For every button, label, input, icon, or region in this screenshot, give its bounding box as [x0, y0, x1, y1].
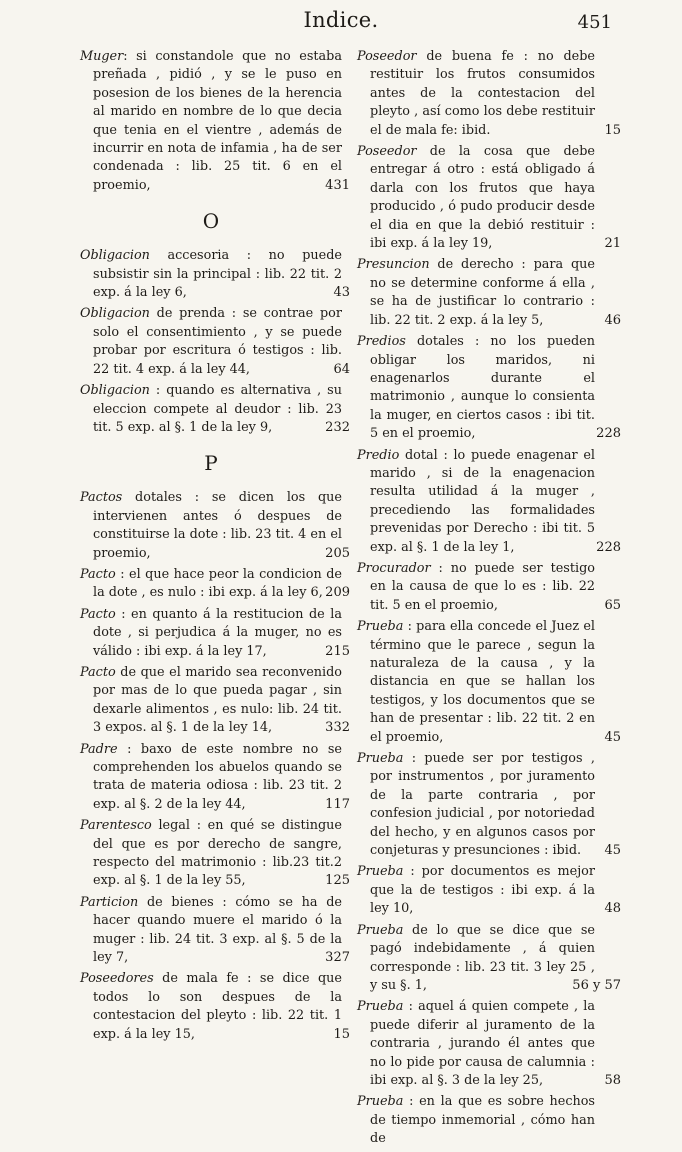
entry-text: : en quanto á la restitucion de la dote , si perjudica á la muger, no es válido : ibi exp. á la ley 17, [93, 606, 342, 659]
section-letter-p: P [204, 451, 218, 476]
right-column [357, 48, 621, 1152]
entry-page-ref: 15 [333, 1026, 350, 1042]
entry-term: Prueba [357, 999, 404, 1015]
entry-page-ref: 46 [604, 312, 621, 328]
entry-text: accesoria : no puede subsistir sin la principal : lib. 22 tit. 2 exp. á la ley 6, [93, 248, 342, 301]
entry-term: Presuncion [357, 257, 430, 273]
entry-term: Prueba [357, 922, 404, 938]
entry-page-ref: 56 y 57 [572, 977, 621, 993]
index-entry [80, 606, 350, 661]
entry-text: : para ella concede el Juez el término que le parece , segun la naturaleza de la causa , y la distancia en que se hallan los testigos, y los documentos que se han de presentar : lib. 22 tit. 2 en el proemio, [370, 619, 595, 745]
entry-term: Obligacion [80, 306, 150, 322]
entry-term: Pacto [80, 606, 116, 622]
entry-page-ref: 327 [325, 950, 350, 966]
index-entry [80, 382, 350, 437]
entry-page-ref: 117 [325, 796, 350, 812]
entry-term: Poseedor [357, 144, 417, 160]
entry-term: Particion [80, 894, 139, 910]
entry-text: de la cosa que debe entregar á otro : está obligado á darla con los frutos que haya producido , ó pudo producir desde el dia en que la debió restituir : ibi exp. á la ley 19, [370, 144, 595, 252]
entry-page-ref: 228 [596, 426, 621, 442]
index-entry [80, 247, 350, 302]
index-entry [80, 489, 350, 563]
page-number: 451 [577, 12, 612, 33]
entry-page-ref: 64 [333, 361, 350, 377]
entry-page-ref: 65 [604, 597, 621, 613]
entry-text: dotales : no los pueden obligar los maridos, ni enagenarlos durante el matrimonio , aunque lo consienta la muger, en ciertos casos : ibi tit. 5 en el proemio, [370, 334, 595, 442]
entry-page-ref: 332 [325, 720, 350, 736]
index-entry [357, 1093, 595, 1148]
entry-text: de derecho : para que no se determine conforme á ella , se ha de justificar lo contrario : lib. 22 tit. 2 exp. á la ley 5, [370, 257, 595, 328]
entry-term: Pactos [80, 490, 123, 506]
index-entry [357, 333, 621, 443]
entry-term: Poseedor [357, 49, 417, 64]
entry-text: dotales : se dicen los que intervienen antes ó despues de constituirse la dote : lib. 23 tit. 4 en el proemio, [93, 490, 342, 561]
section-letter-o: O [202, 209, 220, 234]
entry-text: de prenda : se contrae por solo el consentimiento , y se puede probar por escritura ó testigos : lib. 22 tit. 4 exp. á la ley 44, [93, 306, 342, 377]
entry-page-ref: 58 [604, 1072, 621, 1088]
entry-term: Prueba [357, 1094, 404, 1110]
entry-text: de buena fe : no debe restituir los frutos consumidos antes de la contestacion del pleyto , así como los debe restituir el de mala fe: ibid. [370, 49, 595, 138]
index-entry [80, 566, 350, 603]
entry-page-ref: 205 [325, 545, 350, 561]
entry-term: Padre [80, 741, 118, 757]
entry-term: Muger [80, 49, 124, 64]
index-entry [357, 998, 621, 1090]
entry-text: dotal : lo puede enagenar el marido , si de la enagenacion resulta utilidad á la muger , precediendo las formalidades prevenidas por Derecho : ibi tit. 5 exp. al §. 1 de la ley 1, [370, 447, 595, 555]
entry-text: : quando es alternativa , su eleccion compete al deudor : lib. 23 tit. 5 exp. al §. 1 de la ley 9, [93, 383, 342, 435]
entry-page-ref: 45 [604, 729, 621, 745]
entry-term: Obligacion [80, 248, 150, 264]
entry-page-ref: 45 [604, 843, 621, 859]
index-entry [80, 817, 350, 891]
entry-text: de bienes : cómo se ha de hacer quando muere el marido ó la muger : lib. 24 tit. 3 exp. al §. 5 de la ley 7, [93, 894, 342, 966]
entry-text: : no puede ser testigo en la causa de que lo es : lib. 22 tit. 5 en el proemio, [370, 560, 595, 613]
entry-page-ref: 232 [325, 419, 350, 435]
index-entry [357, 143, 621, 253]
index-entry [80, 741, 350, 815]
entry-page-ref: 21 [604, 236, 621, 252]
entry-text: : si constandole que no estaba preñada , pidió , y se le puso en posesion de los bienes de la herencia al marido en nombre de lo que decia que tenia en el vientre , además de incurrir en nota de infamia , ha de ser condenada : lib. 25 tit. 6 en el proemio, [93, 49, 342, 193]
left-top-entries [80, 48, 350, 195]
entry-text: : el que hace peor la condicion de la dote , es nulo : ibi exp. á la ley 6, [93, 566, 342, 601]
entry-term: Prueba [357, 864, 404, 880]
entry-term: Predio [357, 447, 400, 463]
entry-text: de lo que se dice que se pagó indebidamente , á quien corresponde : lib. 23 tit. 3 ley 25 , y su §. 1, [370, 922, 595, 993]
index-entry [357, 618, 621, 747]
entry-page-ref: 15 [604, 122, 621, 138]
entry-text: de que el marido sea reconvenido por mas de lo que pueda pagar , sin dexarle alimentos , es nulo: lib. 24 tit. 3 expos. al §. 1 de la ley 14, [93, 664, 342, 736]
entry-page-ref: 48 [604, 901, 621, 917]
entry-term: Parentesco [80, 818, 152, 834]
page-header-title: Indice. [303, 8, 379, 32]
entry-text: : en la que es sobre hechos de tiempo inmemorial , cómo han de [370, 1094, 595, 1147]
entry-page-ref: 431 [325, 177, 350, 193]
index-entry [357, 750, 621, 860]
entry-term: Obligacion [80, 383, 150, 399]
left-column [80, 48, 350, 1047]
entry-term: Procurador [357, 560, 431, 576]
entry-page-ref: 215 [325, 643, 350, 659]
entry-text: de mala fe : se dice que todos lo son despues de la contestacion del pleyto : lib. 22 tit. 1 exp. á la ley 15, [93, 971, 342, 1042]
right-entries [357, 48, 621, 1149]
entry-term: Pacto [80, 664, 116, 680]
entry-text: legal : en qué se distingue del que es por derecho de sangre, respecto del matrimonio : lib.23 tit.2 exp. al §. 1 de la ley 55, [93, 818, 342, 889]
entry-text: : por documentos es mejor que la de testigos : ibi exp. á la ley 10, [370, 864, 595, 917]
entry-term: Prueba [357, 619, 404, 635]
index-entry [357, 922, 621, 996]
index-entry [357, 256, 621, 330]
entry-text: : baxo de este nombre no se comprehenden los abuelos quando se trata de materia odiosa : lib. 23 tit. 2 exp. al §. 2 de la ley 44, [93, 741, 342, 812]
entry-text: : puede ser por testigos , por instrumentos , por juramento de la parte contraria , por confesion judicial , por notoriedad del hecho, y en algunos casos por conjeturas y presunciones : ibid. [370, 751, 595, 859]
index-entry [80, 305, 350, 379]
index-entry [357, 447, 621, 557]
index-entry [357, 560, 621, 615]
index-entry [357, 48, 621, 140]
entry-term: Pacto [80, 566, 116, 582]
entry-page-ref: 228 [596, 539, 621, 555]
entry-term: Prueba [357, 751, 404, 767]
p-entries [80, 489, 350, 1044]
index-entry [80, 664, 350, 738]
o-entries [80, 247, 350, 437]
index-entry [357, 863, 621, 918]
entry-page-ref: 209 [325, 585, 350, 601]
entry-page-ref: 125 [325, 873, 350, 889]
entry-term: Predios [357, 334, 406, 350]
index-entry [80, 894, 350, 968]
entry-term: Poseedores [80, 971, 154, 987]
index-entry [80, 48, 350, 195]
entry-page-ref: 43 [333, 285, 350, 301]
index-entry [80, 970, 350, 1044]
entry-text: : aquel á quien compete , la puede diferir al juramento de la contraria , jurando él antes que no lo pide por causa de calumnia : ibi exp. al §. 3 de la ley 25, [370, 999, 595, 1088]
